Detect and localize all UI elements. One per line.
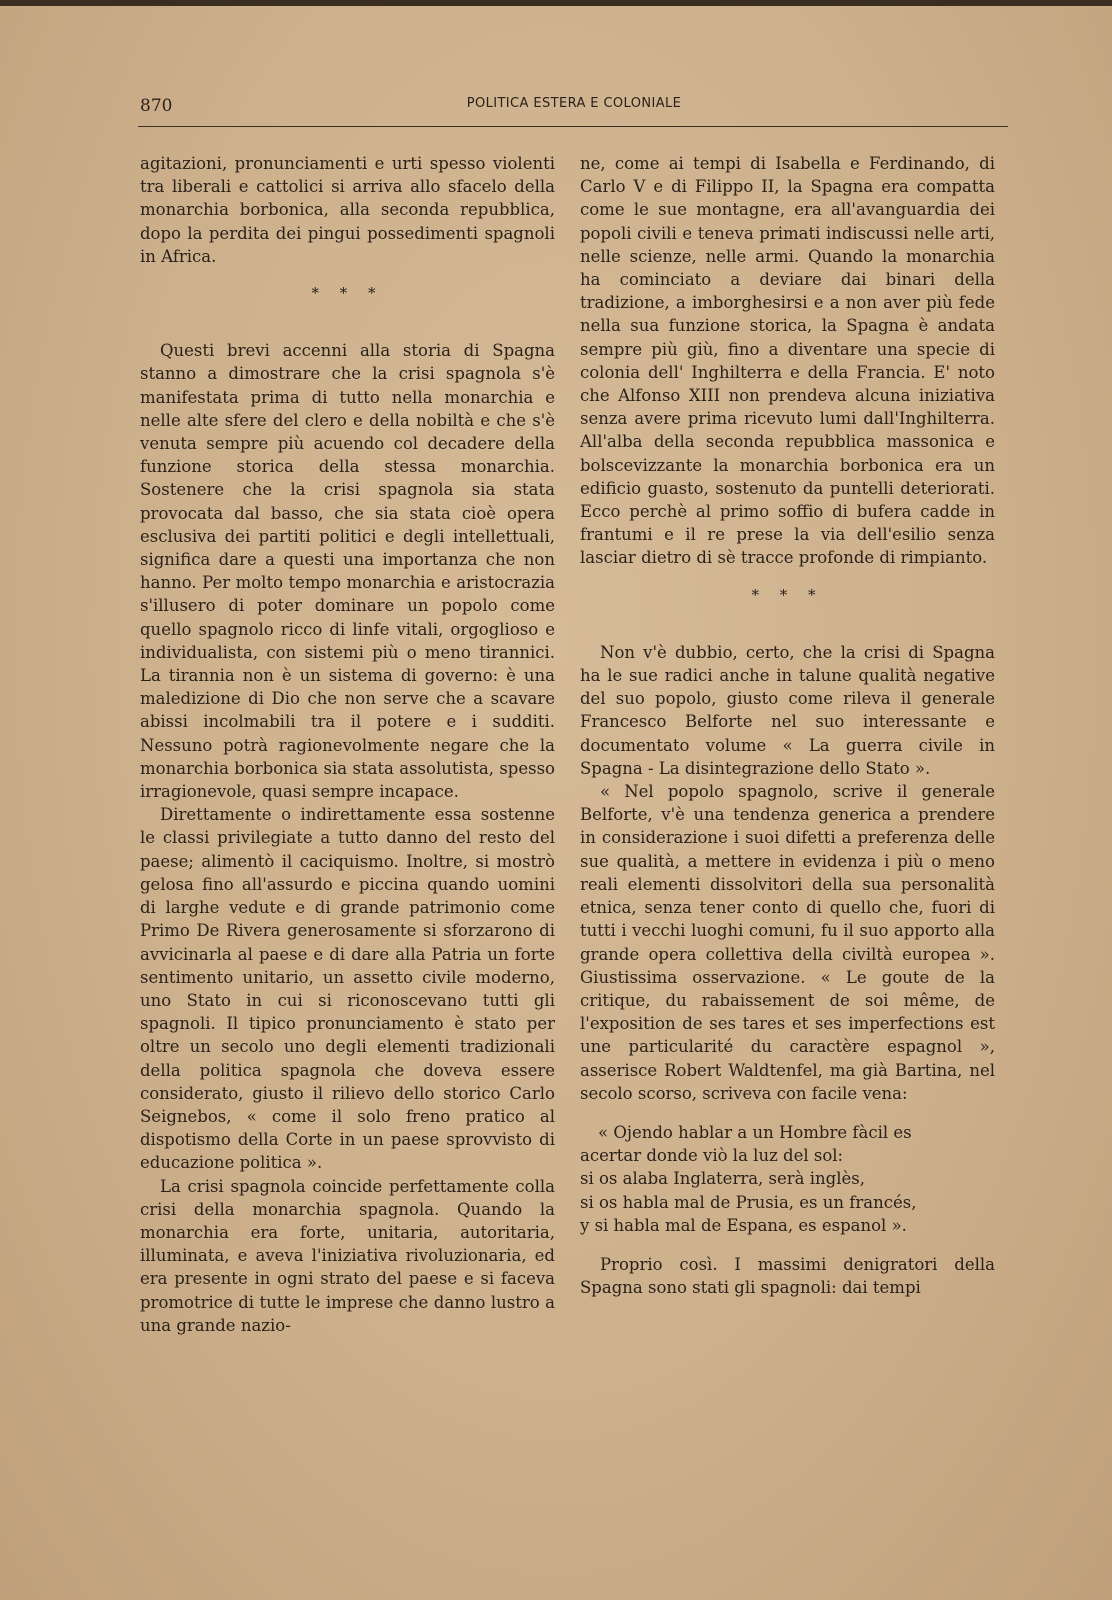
page-number: 870 bbox=[140, 96, 173, 116]
paragraph: ne, come ai tempi di Isabella e Ferdinando, di Carlo V e di Filippo II, la Spagna era compatta come le sue montagne, era all'avanguardia dei popoli civili e teneva primati indiscussi nelle arti, nelle scienze, nelle armi. Quando la monarchia ha cominciato a deviare dai binari della tradizione, a imborghesirsi e a non aver più fede nella sua funzione storica, la Spagna è andata sempre più giù, fino a diventare una specie di colonia dell' Inghilterra e della Francia. E' noto che Alfonso XIII non prendeva alcuna iniziativa senza avere prima ricevuto lumi dall'Inghilterra. All'alba della seconda repubblica massonica e bolscevizzante la monarchia borbonica era un edificio guasto, sostenuto da puntelli deteriorati. Ecco perchè al primo soffio di bufera cadde in frantumi e il re prese la via dell'esilio senza lasciar dietro di sè tracce profonde di rimpianto. bbox=[580, 154, 995, 568]
paragraph: Non v'è dubbio, certo, che la crisi di Spagna ha le sue radici anche in talune qualità negative del suo popolo, giusto come rileva il generale Francesco Belforte nel suo interessante e documentato volume « La guerra civile in Spagna - La disintegrazione dello Stato ». bbox=[580, 642, 995, 778]
verse-line: y si habla mal de Espana, es espanol ». bbox=[580, 1215, 907, 1235]
paragraph: agitazioni, pronunciamenti e urti spesso violenti tra liberali e cattolici si arriva allo sfacelo della monarchia borbonica, alla seconda repubblica, dopo la perdita dei pingui possedimenti spagnoli in Africa. bbox=[140, 154, 555, 266]
verse-line: « Ojendo hablar a un Hombre fàcil es bbox=[598, 1122, 912, 1142]
verse-line: acertar donde viò la luz del sol: bbox=[580, 1146, 844, 1166]
paragraph: Proprio così. I massimi denigratori della Spagna sono stati gli spagnoli: dai tempi bbox=[580, 1254, 995, 1298]
section-break-stars: * * * bbox=[311, 284, 384, 303]
paragraph: La crisi spagnola coincide perfettamente colla crisi della monarchia spagnola. Quando la monarchia era forte, unitaria, autoritaria, illuminata, e aveva l'iniziativa rivoluzionaria, ed era presente in ogni strato del paese e si faceva promotrice di tutte le imprese che danno lustro a una grande nazio- bbox=[140, 1176, 555, 1335]
verse-quote bbox=[580, 1121, 995, 1237]
paragraph: Direttamente o indirettamente essa sostenne le classi privilegiate a tutto danno del resto del paese; alimentò il caciquismo. Inoltre, si mostrò gelosa fino all'assurdo e piccina quando uomini di larghe vedute e di grande patrimonio come Primo De Rivera generosamente si sforzarono di avvicinarla al paese e di dare alla Patria un forte sentimento unitario, un assetto civile moderno, uno Stato in cui si riconoscevano tutti gli spagnoli. Il tipico pronunciamento è stato per oltre un secolo uno degli elementi tradizionali della politica spagnola che doveva essere considerato, giusto il rilievo dello storico Carlo Seignebos, « come il solo freno pratico al dispotismo della Corte in un paese sprovvisto di educazione politica ». bbox=[140, 805, 555, 1173]
page-header bbox=[140, 96, 1008, 126]
verse-line: si os habla mal de Prusia, es un francés, bbox=[580, 1192, 917, 1212]
right-column bbox=[580, 152, 995, 1299]
header-rule bbox=[138, 126, 1008, 127]
verse-line: si os alaba Inglaterra, serà inglès, bbox=[580, 1169, 865, 1189]
paragraph: Questi brevi accenni alla storia di Spagna stanno a dimostrare che la crisi spagnola s'è manifestata prima di tutto nella monarchia e nelle alte sfere del clero e della nobiltà e che s'è venuta sempre più acuendo col decadere della funzione storica della stessa monarchia. Sostenere che la crisi spagnola sia stata provocata dal basso, che sia stata cioè opera esclusiva dei partiti politici e degli intellettuali, significa dare a questi una importanza che non hanno. Per molto tempo monarchia e aristocrazia s'illusero di poter dominare un popolo come quello spagnolo ricco di linfe vitali, orgoglioso e individualista, con sistemi più o meno tirannici. La tirannia non è un sistema di governo: è una maledizione di Dio che non serve che a scavare abissi incolmabili tra il potere e i sudditi. Nessuno potrà ragionevolmente negare che la monarchia borbonica sia stata assolutista, spesso irragionevole, quasi sempre incapace. bbox=[140, 341, 555, 802]
paragraph: « Nel popolo spagnolo, scrive il generale Belforte, v'è una tendenza generica a prendere in considerazione i suoi difetti a preferenza delle sue qualità, a mettere in evidenza i più o meno reali elementi dissolvitori della sua personalità etnica, senza tener conto di quello che, fuori di tutti i vecchi luoghi comuni, fu il suo apporto alla grande opera collettiva della civiltà europea ». Giustissima osservazione. « Le goute de la critique, du rabaissement de soi même, de l'exposition de ses tares et ses imperfections est une particularité du caractère espagnol », asserisce Robert Waldtenfel, ma già Bartina, nel secolo scorso, scriveva con facile vena: bbox=[580, 782, 995, 1103]
running-title: POLITICA ESTERA E COLONIALE bbox=[466, 96, 682, 111]
left-column bbox=[140, 152, 555, 1337]
page-top-edge bbox=[0, 0, 1112, 6]
section-break-stars: * * * bbox=[751, 585, 824, 604]
